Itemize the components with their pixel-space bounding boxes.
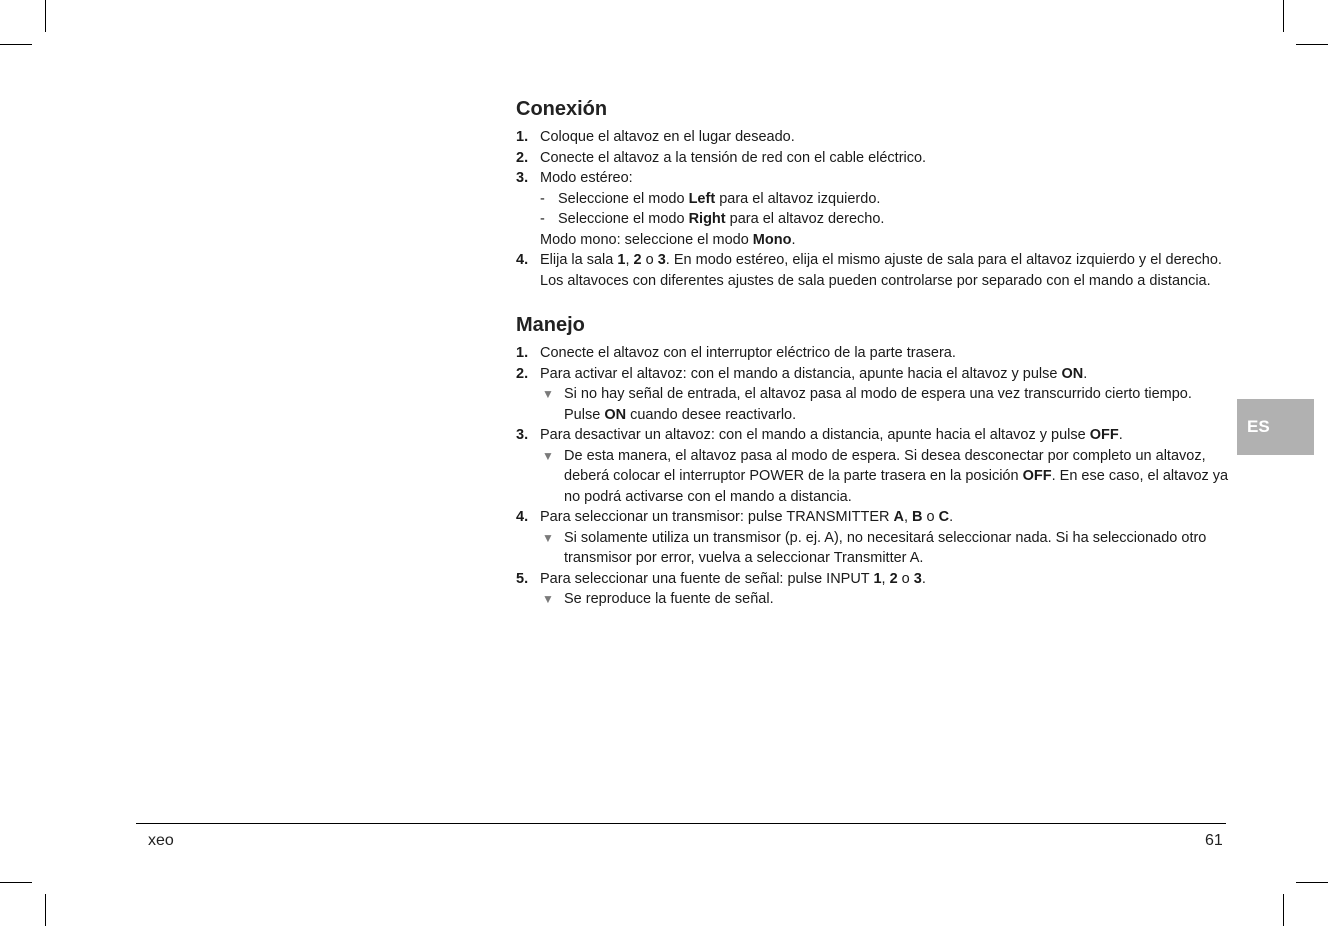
list-item: 1. Coloque el altavoz en el lugar deseado. bbox=[516, 129, 795, 145]
sub-item: - Seleccione el modo Right para el altavoz derecho. bbox=[540, 211, 885, 227]
crop-mark bbox=[1283, 894, 1284, 926]
triangle-down-icon: ▼ bbox=[542, 387, 554, 401]
list-item: 4. Elija la sala 1, 2 o 3. En modo estéreo, elija el mismo ajuste de sala para el altavoz izquierdo y el derecho. Los altavoces con diferentes ajustes de sala pueden controlarse por separado con el mando a distancia. bbox=[516, 252, 1222, 289]
list-item: 3. Modo estéreo: - Seleccione el modo Left para el altavoz izquierdo. - Seleccione el modo Right para el altavoz derecho. Modo mono: seleccione el modo Mono. bbox=[516, 168, 1232, 250]
triangle-down-icon: ▼ bbox=[542, 592, 554, 606]
list-item: 2. Para activar el altavoz: con el mando a distancia, apunte hacia el altavoz y pulse ON. ▼ Si no hay señal de entrada, el altavoz pasa al modo de espera una vez transcurrido cierto tiempo. Pulse ON cuando desee reactivarlo. bbox=[516, 364, 1232, 426]
page-content bbox=[516, 96, 1232, 610]
list-item: 4. Para seleccionar un transmisor: pulse TRANSMITTER A, B o C. ▼ Si solamente utiliza un transmisor (p. ej. A), no necesitará seleccionar nada. Si ha seleccionado otro transmisor por error, vuelva a seleccionar Transmitter A. bbox=[516, 507, 1232, 569]
list-item: 5. Para seleccionar una fuente de señal: pulse INPUT 1, 2 o 3. ▼ Se reproduce la fuente de señal. bbox=[516, 569, 1232, 610]
note-item: ▼ De esta manera, el altavoz pasa al modo de espera. Si desea desconectar por completo un altavoz, deberá colocar el interruptor POWER de la parte trasera en la posición OFF. En ese caso, el altavoz ya no podrá activarse con el mando a distancia. bbox=[542, 447, 1229, 505]
crop-mark bbox=[1296, 882, 1328, 883]
list-item: 2. Conecte el altavoz a la tensión de red con el cable eléctrico. bbox=[516, 149, 927, 166]
footer-divider bbox=[136, 823, 1226, 824]
crop-mark bbox=[45, 894, 46, 926]
language-tab: ES bbox=[1237, 399, 1314, 455]
page-number: 61 bbox=[1205, 832, 1223, 849]
brand-logo: xeo bbox=[148, 832, 174, 849]
triangle-down-icon: ▼ bbox=[542, 530, 554, 545]
sub-item: - Seleccione el modo Left para el altavoz izquierdo. bbox=[540, 190, 881, 207]
crop-mark bbox=[0, 44, 32, 45]
list-item: 1. Conecte el altavoz con el interruptor eléctrico de la parte trasera. bbox=[516, 345, 956, 361]
crop-mark bbox=[1283, 0, 1284, 32]
list-item: 3. Para desactivar un altavoz: con el mando a distancia, apunte hacia el altavoz y pulse OFF. ▼ De esta manera, el altavoz pasa al modo de espera. Si desea desconectar por completo un altavoz, deberá colocar el interruptor POWER de la parte trasera en la posición OFF. En ese caso, el altavoz ya no podrá activarse con el mando a distancia. bbox=[516, 425, 1232, 507]
crop-mark bbox=[0, 882, 32, 883]
mono-mode-text: Modo mono: seleccione el modo Mono. bbox=[540, 231, 796, 248]
section-title-operation: Manejo bbox=[516, 314, 585, 336]
crop-mark bbox=[1296, 44, 1328, 45]
note-item: ▼ Si solamente utiliza un transmisor (p. ej. A), no necesitará seleccionar nada. Si ha seleccionado otro transmisor por error, vuelva a seleccionar Transmitter A. bbox=[542, 529, 1207, 566]
note-item: ▼ Si no hay señal de entrada, el altavoz pasa al modo de espera una vez transcurrido cierto tiempo. Pulse ON cuando desee reactivarlo. bbox=[542, 386, 1192, 423]
triangle-down-icon: ▼ bbox=[542, 448, 554, 463]
note-item: ▼ Se reproduce la fuente de señal. bbox=[540, 589, 1232, 610]
crop-mark bbox=[45, 0, 46, 32]
section-title-connection: Conexión bbox=[516, 98, 608, 120]
